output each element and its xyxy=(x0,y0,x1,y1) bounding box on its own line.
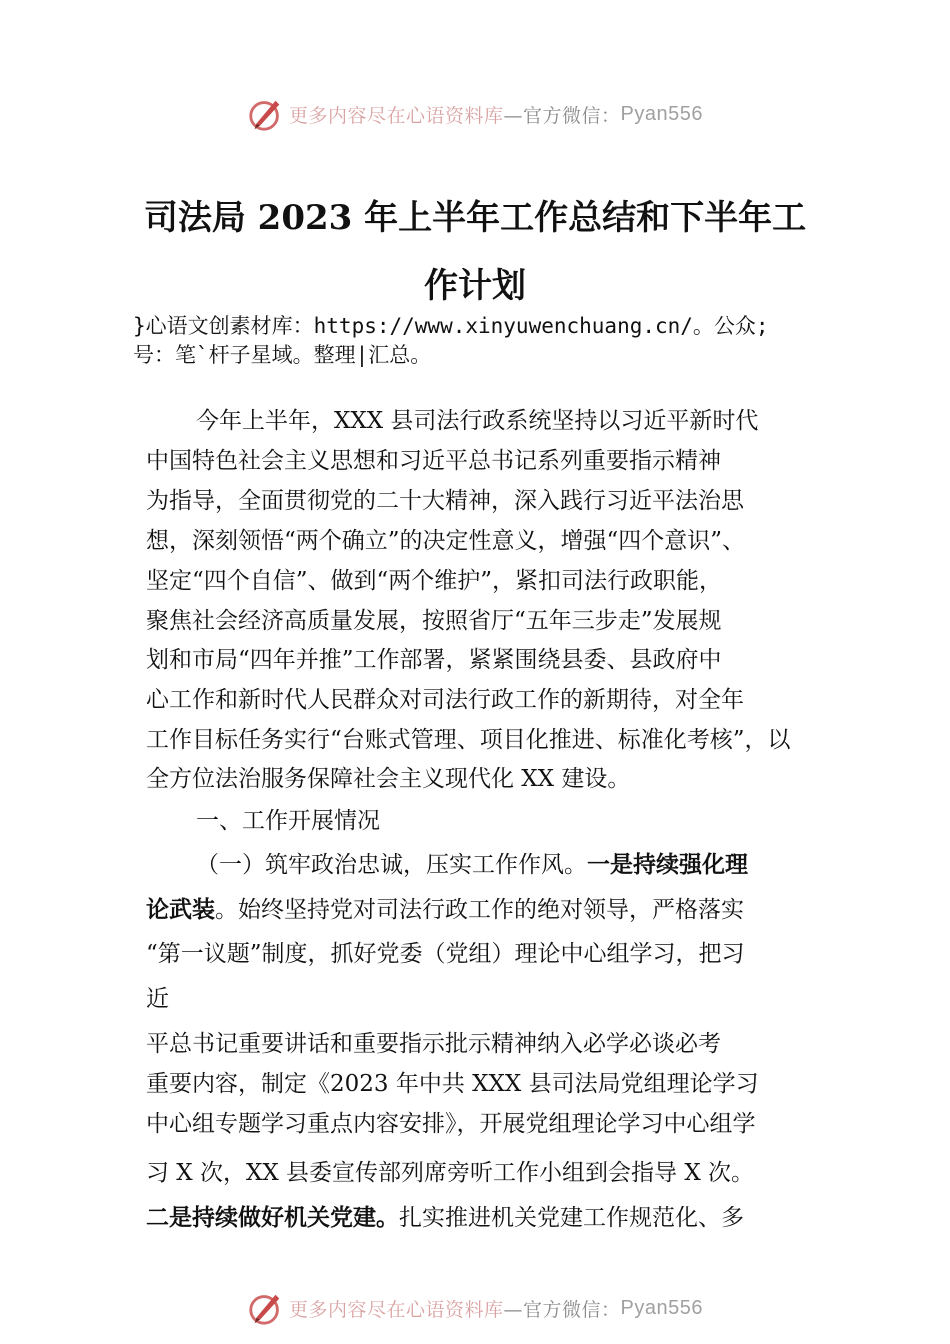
body-line: 中心组专题学习重点内容安排》，开展党组理论学习中心组学 xyxy=(146,1111,756,1137)
body-line: 聚焦社会经济高质量发展，按照省厅“五年三步走”发展规 xyxy=(146,608,722,634)
body-line: “第一议题”制度，抓好党委（党组）理论中心组学习，把习 xyxy=(146,941,745,967)
bottom-watermark-banner xyxy=(0,1288,950,1328)
banner-red-text: 更多内容尽在心语资料库 xyxy=(289,1298,504,1321)
body-bold-text: 论武装 xyxy=(146,897,215,923)
pen-logo-icon xyxy=(247,1289,285,1327)
banner-gray-text: —官方微信： xyxy=(503,1298,621,1321)
body-line xyxy=(146,890,744,930)
banner-wechat-id: Pyan556 xyxy=(620,1296,703,1319)
body-line: 平总书记重要讲话和重要指示批示精神纳入必学必谈必考 xyxy=(146,1031,721,1057)
body-line: 全方位法治服务保障社会主义现代化 XX 建设。 xyxy=(146,766,631,792)
body-line: 中国特色社会主义思想和习近平总书记系列重要指示精神 xyxy=(146,448,721,474)
body-line: 划和市局“四年并推”工作部署，紧紧围绕县委、县政府中 xyxy=(146,647,722,673)
body-bold-text: 一是持续强化理 xyxy=(587,852,748,878)
body-text: （一）筑牢政治忠诚，压实工作作风。 xyxy=(196,852,587,878)
body-line: 重要内容，制定《2023 年中共 XXX 县司法局党组理论学习 xyxy=(146,1071,759,1097)
banner-red-text: 更多内容尽在心语资料库 xyxy=(289,104,504,127)
body-line: 心工作和新时代人民群众对司法行政工作的新期待，对全年 xyxy=(146,687,744,713)
banner-wechat-id: Pyan556 xyxy=(620,102,703,125)
pen-logo-icon xyxy=(247,95,285,133)
section-heading: 一、工作开展情况 xyxy=(196,808,380,834)
banner-gray-text: —官方微信： xyxy=(503,104,621,127)
body-line: 今年上半年，XXX 县司法行政系统坚持以习近平新时代 xyxy=(196,408,759,434)
body-text: 。始终坚持党对司法行政工作的绝对领导，严格落实 xyxy=(215,897,744,923)
body-line xyxy=(196,845,748,885)
body-bold-text: 二是持续做好机关党建。 xyxy=(146,1205,399,1231)
source-note-line-2: 号：笔`杆子星域。整理|汇总。 xyxy=(133,343,432,367)
body-text: 扎实推进机关党建工作规范化、多 xyxy=(399,1205,744,1231)
document-title-line-2: 作计划 xyxy=(424,266,526,306)
body-line: 习 X 次，XX 县委宣传部列席旁听工作小组到会指导 X 次。 xyxy=(146,1160,755,1186)
source-note-line-1: }心语文创素材库：https://www.xinyuwenchuang.cn/。公众; xyxy=(133,314,769,338)
body-line: 工作目标任务实行“台账式管理、项目化推进、标准化考核”，以 xyxy=(146,727,791,753)
body-line: 想，深刻领悟“两个确立”的决定性意义，增强“四个意识”、 xyxy=(146,528,746,554)
body-line: 为指导，全面贯彻党的二十大精神，深入践行习近平法治思 xyxy=(146,488,744,514)
document-title-line-1: 司法局 2023 年上半年工作总结和下半年工 xyxy=(143,198,807,238)
body-line: 近 xyxy=(146,986,169,1012)
body-line: 坚定“四个自信”、做到“两个维护”，紧扣司法行政职能， xyxy=(146,568,723,594)
top-watermark-banner xyxy=(0,94,950,134)
body-line xyxy=(146,1198,744,1238)
